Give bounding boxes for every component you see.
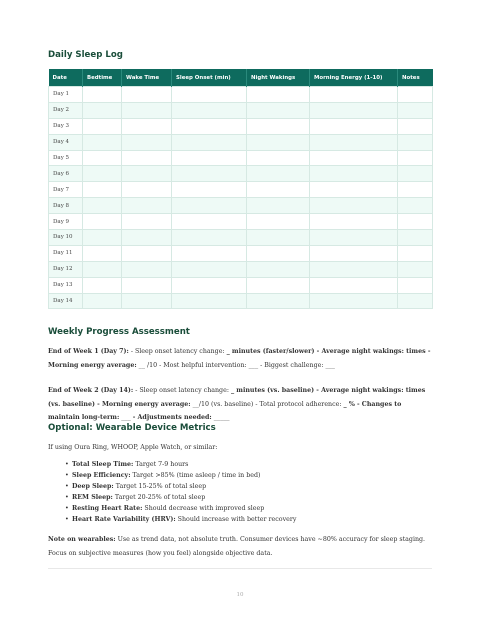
entry-cell[interactable]: [310, 118, 398, 134]
entry-cell[interactable]: [122, 102, 172, 118]
list-item: [66, 470, 426, 481]
entry-cell[interactable]: [310, 293, 398, 309]
column-header: Sleep Onset (min): [172, 69, 247, 87]
day-cell: Day 4: [49, 134, 83, 150]
metric-text: Target >85% (time asleep / time in bed): [130, 472, 261, 479]
metric-label: REM Sleep:: [72, 494, 113, 501]
entry-cell[interactable]: [310, 277, 398, 293]
entry-cell[interactable]: [247, 150, 310, 166]
table-row: [49, 261, 433, 277]
entry-cell[interactable]: [398, 261, 433, 277]
wearable-metrics-heading: Optional: Wearable Device Metrics: [48, 423, 216, 433]
week1-text-1: - Sleep onset latency change:: [128, 348, 227, 355]
metric-label: Total Sleep Time:: [72, 461, 134, 468]
column-header: Date: [49, 69, 83, 87]
entry-cell[interactable]: [247, 102, 310, 118]
column-header: Night Wakings: [247, 69, 310, 87]
entry-cell[interactable]: [172, 182, 247, 198]
entry-cell[interactable]: [172, 245, 247, 261]
week2-text-2: __/10 (vs. baseline) - Total protocol adherence:: [190, 400, 344, 408]
table-row: [49, 230, 433, 246]
day-cell: Day 12: [49, 261, 83, 277]
entry-cell[interactable]: [310, 261, 398, 277]
entry-cell[interactable]: [310, 150, 398, 166]
entry-cell[interactable]: [398, 230, 433, 246]
day-cell: Day 1: [49, 87, 83, 103]
day-cell: Day 11: [49, 245, 83, 261]
entry-cell[interactable]: [247, 198, 310, 214]
note-text: Use as trend data, not absolute truth. Consumer devices have ~80% accuracy for sleep staging. Focus on subjective measures (how you feel) alongside objective data.: [48, 536, 426, 557]
week1-label: End of Week 1 (Day 7):: [48, 348, 129, 355]
table-row: [49, 134, 433, 150]
column-header: Wake Time: [122, 69, 172, 87]
entry-cell[interactable]: [172, 134, 247, 150]
entry-cell[interactable]: [172, 277, 247, 293]
entry-cell[interactable]: [172, 102, 247, 118]
entry-cell[interactable]: [398, 150, 433, 166]
entry-cell[interactable]: [83, 245, 122, 261]
entry-cell[interactable]: [398, 293, 433, 309]
entry-cell[interactable]: [310, 230, 398, 246]
entry-cell[interactable]: [83, 293, 122, 309]
day-cell: Day 9: [49, 214, 83, 230]
column-header: Morning Energy (1-10): [310, 69, 398, 87]
entry-cell[interactable]: [122, 198, 172, 214]
list-item: [66, 459, 426, 470]
metric-text: Should decrease with improved sleep: [142, 505, 265, 512]
day-cell: Day 13: [49, 277, 83, 293]
entry-cell[interactable]: [247, 166, 310, 182]
column-header: Bedtime: [83, 69, 122, 87]
table-row: [49, 150, 433, 166]
entry-cell[interactable]: [398, 102, 433, 118]
entry-cell[interactable]: [83, 277, 122, 293]
entry-cell[interactable]: [83, 150, 122, 166]
entry-cell[interactable]: [247, 277, 310, 293]
entry-cell[interactable]: [172, 150, 247, 166]
entry-cell[interactable]: [83, 198, 122, 214]
entry-cell[interactable]: [122, 245, 172, 261]
entry-cell[interactable]: [83, 261, 122, 277]
week2-text-1: - Sleep onset latency change:: [133, 387, 231, 394]
week2-bold-2: _ % - Changes to maintain long-term:: [48, 400, 402, 421]
list-item: [66, 492, 426, 503]
entry-cell[interactable]: [122, 118, 172, 134]
metric-label: Sleep Efficiency:: [72, 472, 131, 479]
week2-bold-3: - Adjustments needed:: [132, 414, 212, 421]
list-item: [66, 514, 426, 525]
entry-cell[interactable]: [122, 293, 172, 309]
table-row: [49, 245, 433, 261]
entry-cell[interactable]: [247, 118, 310, 134]
entry-cell[interactable]: [83, 182, 122, 198]
entry-cell[interactable]: [83, 214, 122, 230]
entry-cell[interactable]: [247, 182, 310, 198]
week2-text-3: ___: [119, 414, 133, 421]
metric-label: Deep Sleep:: [72, 483, 114, 490]
wearable-metrics-list: [60, 459, 426, 525]
table-row: [49, 214, 433, 230]
entry-cell[interactable]: [310, 182, 398, 198]
day-cell: Day 2: [49, 102, 83, 118]
entry-cell[interactable]: [172, 166, 247, 182]
entry-cell[interactable]: [122, 261, 172, 277]
entry-cell[interactable]: [172, 230, 247, 246]
page-number: 10: [236, 592, 244, 598]
table-header-row: [49, 69, 433, 87]
week2-assessment: [48, 384, 432, 425]
day-cell: Day 14: [49, 293, 83, 309]
entry-cell[interactable]: [310, 245, 398, 261]
entry-cell[interactable]: [247, 87, 310, 103]
entry-cell[interactable]: [310, 214, 398, 230]
entry-cell[interactable]: [310, 134, 398, 150]
list-item: [66, 503, 426, 514]
list-item: [66, 481, 426, 492]
metric-text: Target 15-25% of total sleep: [113, 483, 207, 490]
day-cell: Day 10: [49, 230, 83, 246]
daily-sleep-log-heading: Daily Sleep Log: [48, 50, 123, 60]
entry-cell[interactable]: [83, 134, 122, 150]
entry-cell[interactable]: [398, 245, 433, 261]
table-row: [49, 87, 433, 103]
day-cell: Day 6: [49, 166, 83, 182]
entry-cell[interactable]: [310, 166, 398, 182]
entry-cell[interactable]: [122, 87, 172, 103]
entry-cell[interactable]: [398, 182, 433, 198]
week2-label: End of Week 2 (Day 14):: [48, 387, 134, 394]
entry-cell[interactable]: [122, 277, 172, 293]
weekly-progress-heading: Weekly Progress Assessment: [48, 327, 190, 337]
entry-cell[interactable]: [122, 134, 172, 150]
entry-cell[interactable]: [398, 277, 433, 293]
entry-cell[interactable]: [83, 102, 122, 118]
entry-cell[interactable]: [310, 87, 398, 103]
entry-cell[interactable]: [83, 166, 122, 182]
entry-cell[interactable]: [122, 214, 172, 230]
entry-cell[interactable]: [398, 134, 433, 150]
entry-cell[interactable]: [247, 245, 310, 261]
entry-cell[interactable]: [247, 214, 310, 230]
entry-cell[interactable]: [172, 118, 247, 134]
entry-cell[interactable]: [172, 261, 247, 277]
entry-cell[interactable]: [398, 214, 433, 230]
entry-cell[interactable]: [122, 166, 172, 182]
entry-cell[interactable]: [398, 118, 433, 134]
table-row: [49, 182, 433, 198]
day-cell: Day 3: [49, 118, 83, 134]
sleep-log-table: [48, 69, 433, 309]
entry-cell[interactable]: [172, 293, 247, 309]
week2-text-4: _____: [211, 414, 230, 421]
entry-cell[interactable]: [122, 182, 172, 198]
week1-assessment: [48, 345, 432, 372]
entry-cell[interactable]: [122, 150, 172, 166]
entry-cell[interactable]: [247, 293, 310, 309]
entry-cell[interactable]: [247, 230, 310, 246]
week1-bold-1: _ minutes (faster/slower) - Average night wakings: times - Morning energy average:: [48, 348, 431, 369]
table-row: [49, 166, 433, 182]
entry-cell[interactable]: [398, 166, 433, 182]
entry-cell[interactable]: [398, 87, 433, 103]
column-header: Notes: [398, 69, 433, 87]
table-row: [49, 293, 433, 309]
week2-bold-1: _ minutes (vs. baseline) - Average night wakings: times (vs. baseline) - Morning energy average:: [48, 387, 426, 408]
table-row: [49, 277, 433, 293]
table-row: [49, 102, 433, 118]
entry-cell[interactable]: [172, 214, 247, 230]
table-row: [49, 118, 433, 134]
note-label: Note on wearables:: [48, 536, 116, 543]
entry-cell[interactable]: [310, 102, 398, 118]
metric-label: Heart Rate Variability (HRV):: [72, 516, 176, 523]
table-row: [49, 198, 433, 214]
week1-text-2: __ /10 - Most helpful intervention: ___ - Biggest challenge: ___: [136, 361, 335, 369]
entry-cell[interactable]: [310, 198, 398, 214]
day-cell: Day 5: [49, 150, 83, 166]
footer-divider: [48, 568, 432, 569]
metric-text: Should increase with better recovery: [175, 516, 297, 523]
metric-label: Resting Heart Rate:: [72, 505, 143, 512]
entry-cell[interactable]: [172, 87, 247, 103]
entry-cell[interactable]: [83, 230, 122, 246]
entry-cell[interactable]: [247, 134, 310, 150]
wearable-intro: If using Oura Ring, WHOOP, Apple Watch, or similar:: [48, 444, 218, 451]
table-body: [49, 87, 433, 309]
entry-cell[interactable]: [122, 230, 172, 246]
metric-text: Target 7-9 hours: [133, 461, 189, 468]
entry-cell[interactable]: [83, 118, 122, 134]
entry-cell[interactable]: [83, 87, 122, 103]
wearable-note: [48, 533, 432, 560]
metric-text: Target 20-25% of total sleep: [112, 494, 206, 501]
entry-cell[interactable]: [247, 261, 310, 277]
entry-cell[interactable]: [172, 198, 247, 214]
day-cell: Day 8: [49, 198, 83, 214]
day-cell: Day 7: [49, 182, 83, 198]
entry-cell[interactable]: [398, 198, 433, 214]
